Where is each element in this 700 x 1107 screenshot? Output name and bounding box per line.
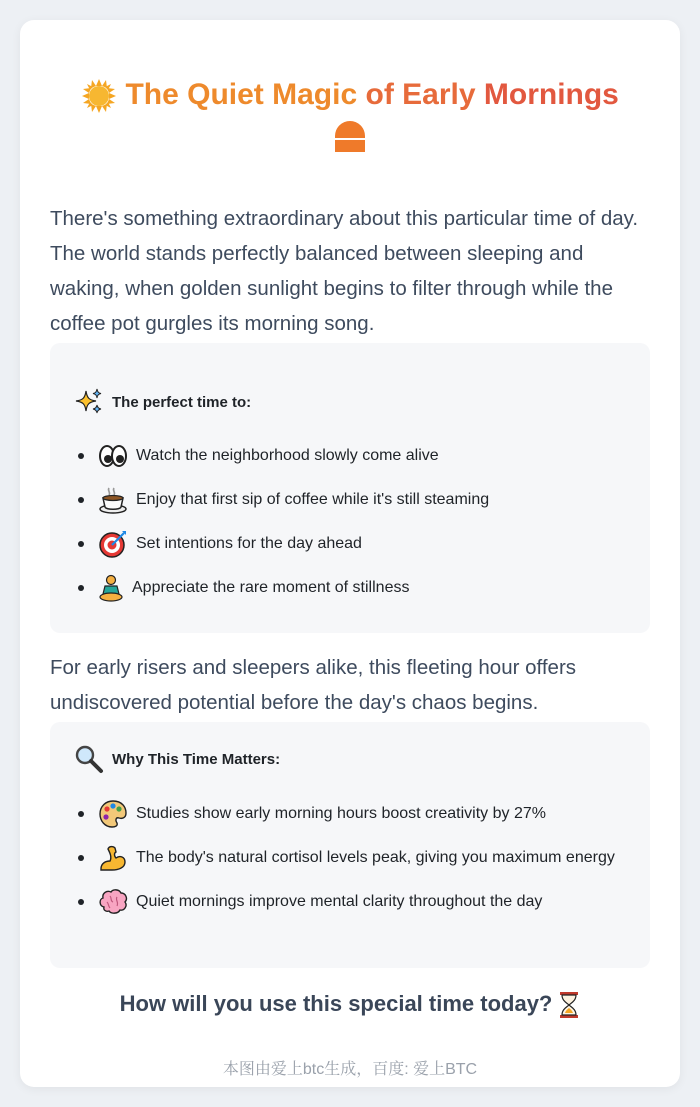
meditation-icon [98,573,124,603]
list-item: Watch the neighborhood slowly come alive [78,434,640,478]
brain-icon [98,887,128,917]
footer-credit: 本图由爱上btc生成，百度: 爱上BTC [222,1061,478,1078]
perfect-time-list [78,434,640,610]
magnifier-icon [74,744,104,774]
palette-icon [98,799,128,829]
hourglass-icon [558,991,580,1019]
list-item: Set intentions for the day ahead [78,522,640,566]
page-title [50,76,650,156]
target-icon [98,529,128,559]
article-card [20,20,680,1087]
title-part-2: of Early [357,78,484,111]
middle-paragraph: For early risers and sleepers alike, this fleeting hour offers undiscovered potential before the day's chaos begins. [50,656,577,714]
why-box [50,722,650,968]
why-list [78,792,640,924]
why-heading [74,744,280,774]
perfect-time-title: The perfect time to: [112,393,252,411]
perfect-time-heading [74,387,251,417]
title-part-3: Mornings [483,78,619,111]
title-part-1: The Quiet Magic [125,78,358,111]
perfect-time-box [50,343,650,633]
flexed-arm-icon [98,843,128,873]
list-item: Appreciate the rare moment of stillness [78,566,640,610]
sun-icon [81,78,117,114]
eyes-icon [98,441,128,471]
sparkles-icon [74,387,104,417]
list-item: Studies show early morning hours boost creativity by 27% [78,792,640,836]
sunrise-icon [331,116,369,154]
why-title: Why This Time Matters: [112,750,281,768]
list-item: Enjoy that first sip of coffee while it's still steaming [78,478,640,522]
list-item: Quiet mornings improve mental clarity throughout the day [78,880,640,924]
coffee-icon [98,485,128,515]
intro-paragraph: There's something extraordinary about this particular time of day. The world stands perfectly balanced between sleeping and waking, when golden sunlight begins to filter through while the coffee pot gurgles its morning song. [50,207,639,335]
closing-question: How will you use this special time today? [50,986,650,1022]
list-item: The body's natural cortisol levels peak, giving you maximum energy [78,836,640,880]
